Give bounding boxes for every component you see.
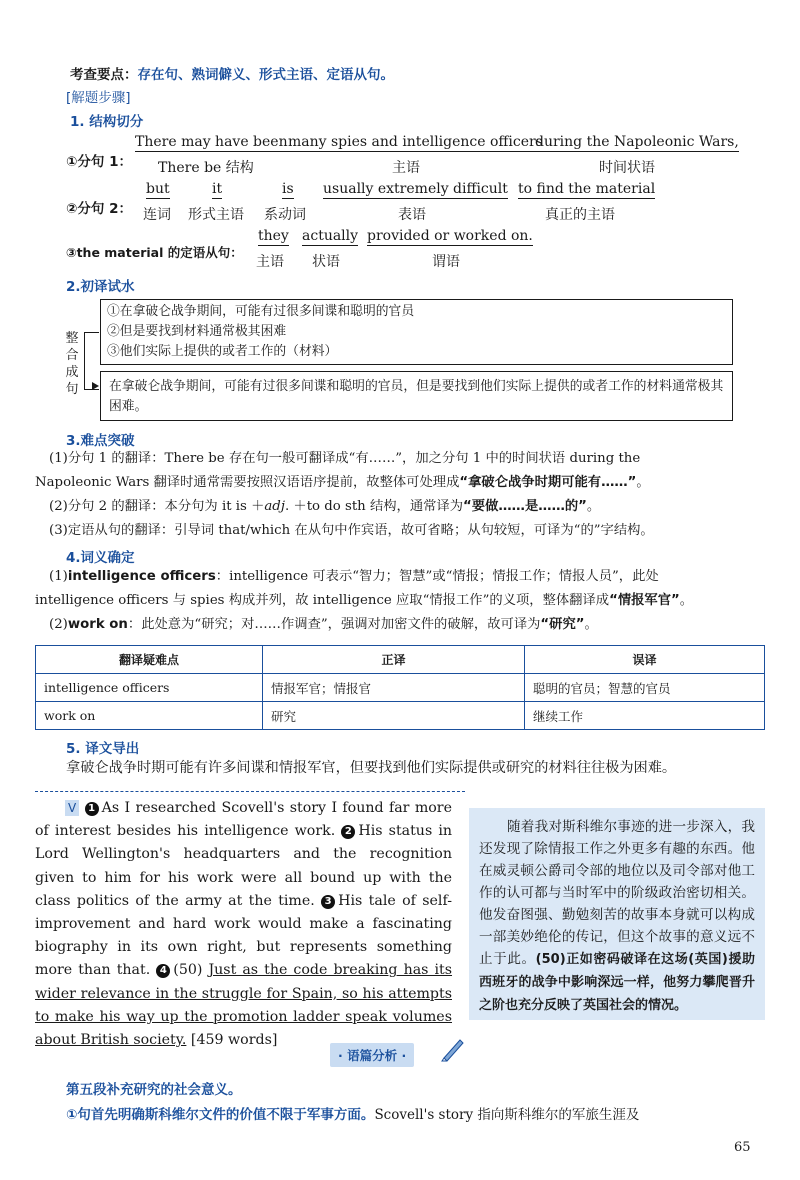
s4-title: 4.词义确定 bbox=[66, 550, 135, 566]
combined-translation: 在拿破仑战争期间，可能有过很多间谍和聪明的官员，但是要找到他们实际上提供的或者工作的材料通常极其困难。 bbox=[100, 371, 733, 421]
draft-line-2: ②但是要找到材料通常极其困难 bbox=[107, 324, 287, 339]
translation-table bbox=[35, 645, 765, 730]
table-header: 翻译疑难点 bbox=[36, 646, 263, 674]
s2-title: 2.初译试水 bbox=[66, 279, 135, 295]
s3-title: 3.难点突破 bbox=[66, 433, 135, 449]
clause2-part5: to find the material bbox=[518, 181, 656, 197]
final-translation: 拿破仑战争时期可能有许多间谍和情报军官，但要找到他们实际提供或研究的材料往往极为困难。 bbox=[66, 760, 677, 776]
clause3-part2: actually bbox=[302, 228, 359, 244]
clause2-role1: 连词 bbox=[143, 207, 171, 223]
paragraph-badge: V bbox=[65, 800, 79, 816]
draft-lines-box bbox=[100, 299, 733, 365]
s4-point1: (1)intelligence officers：intelligence 可表示“智力；智慧”或“情报；情报工作；情报人员”，此处 bbox=[49, 569, 659, 584]
table-cell: work on bbox=[36, 702, 263, 730]
s3-point3: (3)定语从句的翻译：引导词 that/which 在从句中作宾语，故可省略；从句较短，可译为“的”字结构。 bbox=[49, 523, 654, 538]
table-header: 正译 bbox=[263, 646, 525, 674]
s3-point1: (1)分句 1 的翻译：There be 存在句一般可翻译成“有……”，加之分句 1 中的时间状语 during the bbox=[49, 451, 641, 466]
key-sentence: Just as the code breaking has its wider relevance in the struggle for Spain, so his attempts to make his way up the promotion ladder speak volumes about British society. bbox=[35, 962, 453, 1049]
clause2-part1: but bbox=[146, 181, 170, 197]
clause1-role3: 时间状语 bbox=[599, 160, 655, 176]
s3-points bbox=[35, 447, 765, 543]
clause2-role3: 系动词 bbox=[264, 207, 306, 223]
clause1-part2: many spies and intelligence officers bbox=[288, 134, 543, 150]
pen-icon bbox=[440, 1036, 466, 1062]
exam-points-value: 存在句、熟词僻义、形式主语、定语从句。 bbox=[137, 67, 394, 83]
s5-title: 5. 译文导出 bbox=[66, 741, 140, 757]
draft-line-3: ③他们实际上提供的或者工作的（材料） bbox=[107, 344, 338, 359]
s3-point1-cont: Napoleonic Wars 翻译时通常需要按照汉语语序提前，故整体可处理成“拿破仑战争时期可能有……”。 bbox=[35, 475, 650, 490]
analysis-line2: ①句首先明确斯科维尔文件的价值不限于军事方面。Scovell's story 指向斯科维尔的军旅生涯及 bbox=[66, 1107, 640, 1123]
clause1-role1: There be 结构 bbox=[158, 160, 254, 176]
sentence-number-icon: 3 bbox=[321, 895, 335, 909]
sentence-number-icon: 2 bbox=[341, 825, 355, 839]
english-passage: V 1 As I researched Scovell's story I found far more of interest besides his intelligence work. 2 His status in Lord Wellington's headquarters and the recognition given to him for his work were all bound up with the class politics of the army at the time. 3 His tale of self-improvement and hard work would make a fascinating biography in its own right, but represents something more than that. 4 (50) Just as the code breaking has its wider relevance in the struggle for Spain, so his attempts to make his way up the promotion ladder speak volumes about British society. [459 words] bbox=[35, 800, 453, 1049]
exam-points-label: 考查要点： bbox=[70, 67, 138, 83]
clause2-part3: is bbox=[282, 181, 294, 197]
clause2-role5: 真正的主语 bbox=[545, 207, 615, 223]
analysis-badge: · 语篇分析 · bbox=[330, 1043, 414, 1067]
clause1-role2: 主语 bbox=[392, 160, 420, 176]
table-cell: 继续工作 bbox=[525, 702, 765, 730]
word-count: [459 words] bbox=[190, 1032, 278, 1049]
sentence-number-icon: 4 bbox=[156, 964, 170, 978]
s1-title: 1. 结构切分 bbox=[70, 114, 144, 130]
s4-points bbox=[35, 565, 765, 637]
sentence-number-icon: 1 bbox=[85, 802, 99, 816]
divider bbox=[35, 791, 465, 792]
draft-line-1: ①在拿破仑战争期间，可能有过很多间谍和聪明的官员 bbox=[107, 304, 415, 319]
table-cell: 聪明的官员；智慧的官员 bbox=[525, 674, 765, 702]
clause1-label: ①分句 1： bbox=[66, 154, 133, 170]
clause3-part3: provided or worked on. bbox=[367, 228, 533, 244]
exam-points bbox=[70, 63, 394, 83]
clause3-role1: 主语 bbox=[256, 254, 284, 270]
s3-point2: (2)分句 2 的翻译：本分句为 it is ＋adj. ＋to do sth 结构，通常译为“要做……是……的”。 bbox=[49, 499, 601, 514]
clause2-part2: it bbox=[212, 181, 223, 197]
table-cell: intelligence officers bbox=[36, 674, 263, 702]
table-row bbox=[36, 674, 765, 702]
clause2-label: ②分句 2： bbox=[66, 201, 133, 217]
clause3-role2: 状语 bbox=[312, 254, 340, 270]
table-row bbox=[36, 702, 765, 730]
clause2-part4: usually extremely difficult bbox=[323, 181, 508, 197]
combine-side-label: 整 合 成 句 bbox=[65, 331, 79, 397]
s4-point2: (2)work on：此处意为“研究；对……作调查”，强调对加密文件的破解，故可译为“研究”。 bbox=[49, 617, 598, 632]
clause2-role2: 形式主语 bbox=[188, 207, 244, 223]
steps-title: [解题步骤] bbox=[66, 90, 131, 106]
clause3-role3: 谓语 bbox=[432, 254, 460, 270]
page-number: 65 bbox=[734, 1140, 751, 1155]
clause3-label: ③the material 的定语从句： bbox=[66, 245, 243, 260]
clause1-part3: during the Napoleonic Wars, bbox=[535, 134, 739, 150]
clause2-role4: 表语 bbox=[398, 207, 426, 223]
table-header: 误译 bbox=[525, 646, 765, 674]
table-cell: 情报军官；情报官 bbox=[263, 674, 525, 702]
analysis-line1: 第五段补充研究的社会意义。 bbox=[66, 1082, 242, 1098]
combine-arrow-icon bbox=[92, 382, 99, 390]
table-cell: 研究 bbox=[263, 702, 525, 730]
clause1-part1: There may have been bbox=[135, 134, 288, 150]
s4-point1-cont: intelligence officers 与 spies 构成并列，故 intelligence 应取“情报工作”的义项，整体翻译成“情报军官”。 bbox=[35, 593, 694, 608]
translation-box: 随着我对斯科维尔事迹的进一步深入，我还发现了除情报工作之外更多有趣的东西。他在威灵顿公爵司令部的地位以及司令部对他工作的认可都与当时军中的阶级政治密切相关。他发奋图强、勤勉刻苦的故事本身就可以构成一部美妙绝伦的传记，但这个故事的意义远不止于此。(50)正如密码破译在这场(英国)援助西班牙的战争中影响深远一样，他努力攀爬晋升之阶也充分反映了英国社会的情况。 bbox=[469, 808, 765, 1020]
clause3-part1: they bbox=[258, 228, 289, 244]
table-header-row bbox=[36, 646, 765, 674]
